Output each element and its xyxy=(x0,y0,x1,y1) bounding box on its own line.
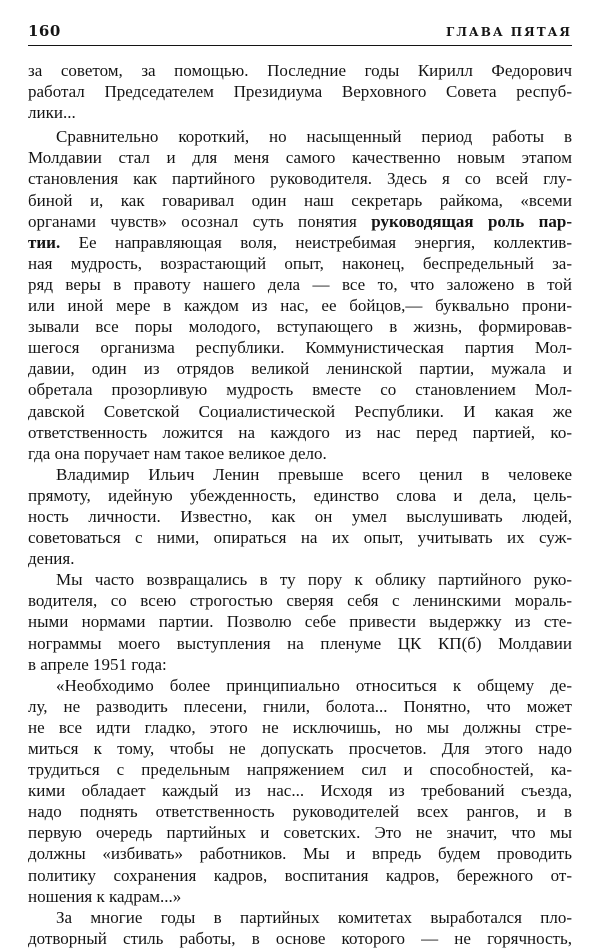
text-line: ответственность ложится на каждого из нас перед партией, ко- xyxy=(28,422,572,442)
text-line: Молдавии стал и для меня самого качественно новым этапом xyxy=(28,148,572,168)
text-line: зывали все поры молодого, вступающего в жизнь, формировав- xyxy=(28,317,572,337)
text-line: в апреле 1951 года: xyxy=(28,654,167,674)
text-line: первую очередь партийных и советских. Это не значит, что мы xyxy=(28,823,572,843)
text-line xyxy=(28,232,572,253)
text-line: ная мудрость, возрастающий опыт, наконец, беспредельный за- xyxy=(28,253,572,273)
text-line: шегося организма республики. Коммунистическая партия Мол- xyxy=(28,338,572,358)
running-head: ГЛАВА ПЯТАЯ xyxy=(446,25,572,39)
page-header xyxy=(28,22,572,46)
book-page xyxy=(28,22,572,949)
text-line: Мы часто возвращались в ту пору к облику партийного руко- xyxy=(56,570,572,590)
text-line: дотворный стиль работы, в основе которого — не горячность, xyxy=(28,928,572,948)
text-line: Владимир Ильич Ленин превыше всего ценил в человеке xyxy=(56,464,572,484)
text-line: или иной мере в каждом из нас, ее бойцов,— буквально прони- xyxy=(28,296,572,316)
text-line: надо поднять ответственность руководителей всех рангов, и в xyxy=(28,802,572,822)
text-segment: Ее направляющая воля, неистребимая энергия, коллектив- xyxy=(60,232,572,252)
text-line: биной и, как говаривал один наш секретарь райкома, «всеми xyxy=(28,190,572,210)
text-line: не все идти гладко, этого не исключишь, но мы должны стре- xyxy=(28,717,572,737)
text-line: ность личности. Известно, как он умел выслушивать людей, xyxy=(28,506,572,526)
page-number: 160 xyxy=(28,22,61,40)
bold-term: тии. xyxy=(28,232,61,252)
text-line: кими обладает каждый из нас... Исходя из требований съезда, xyxy=(28,781,572,801)
text-line: обретала прозорливую мудрость вместе со становлением Мол- xyxy=(28,380,572,400)
text-line: нограммы моего выступления на пленуме ЦК КП(б) Молдавии xyxy=(28,633,572,653)
bold-term: руководящая роль пар- xyxy=(371,211,572,231)
text-line: «Необходимо более принципиально относиться к общему де- xyxy=(56,675,572,695)
text-line: ными нормами партии. Позволю себе привести выдержку из сте- xyxy=(28,612,572,632)
text-line: миться к тому, чтобы не допускать просчетов. Для этого надо xyxy=(28,739,572,758)
text-line: советоваться с ними, опираться на их опыт, учитывать их суж- xyxy=(28,528,572,548)
text-line: прямоту, идейную убежденность, единство слова и дела, цель- xyxy=(28,485,572,505)
text-line: лики... xyxy=(28,103,76,123)
text-line: лу, не разводить плесени, гнили, болота... Понятно, что может xyxy=(28,696,572,716)
text-line: ряд веры в правоту нашего дела — все то, что заложено в той xyxy=(28,274,572,294)
text-line: становления как партийного руководителя. Здесь я со всей глу- xyxy=(28,169,572,189)
text-line: должны «избивать» работников. Мы и впредь будем проводить xyxy=(28,844,572,864)
text-line: работал Председателем Президиума Верховного Совета респуб- xyxy=(28,82,572,102)
text-line: водителя, со всею строгостью сверяя себя с ленинскими мораль- xyxy=(28,591,572,611)
text-line: ношения к кадрам...» xyxy=(28,886,182,906)
body-text xyxy=(28,60,572,949)
text-line: давской Советской Социалистической Республики. И какая же xyxy=(28,401,572,421)
text-line: дения. xyxy=(28,549,75,569)
text-line: Сравнительно короткий, но насыщенный период работы в xyxy=(56,127,572,147)
text-line: За многие годы в партийных комитетах выработался пло- xyxy=(56,907,572,927)
text-line: трудиться с предельным напряжением сил и способностей, ка- xyxy=(28,760,572,780)
text-line: гда она поручает нам такое великое дело. xyxy=(28,443,327,463)
text-line: за советом, за помощью. Последние годы Кирилл Федорович xyxy=(28,61,572,80)
text-line: политику сохранения кадров, воспитания кадров, бережного от- xyxy=(28,865,572,885)
text-line: давии, один из отрядов великой ленинской партии, мужала и xyxy=(28,359,572,379)
text-segment: органами чувств» осознал суть понятия xyxy=(28,211,372,231)
text-line xyxy=(28,211,572,232)
